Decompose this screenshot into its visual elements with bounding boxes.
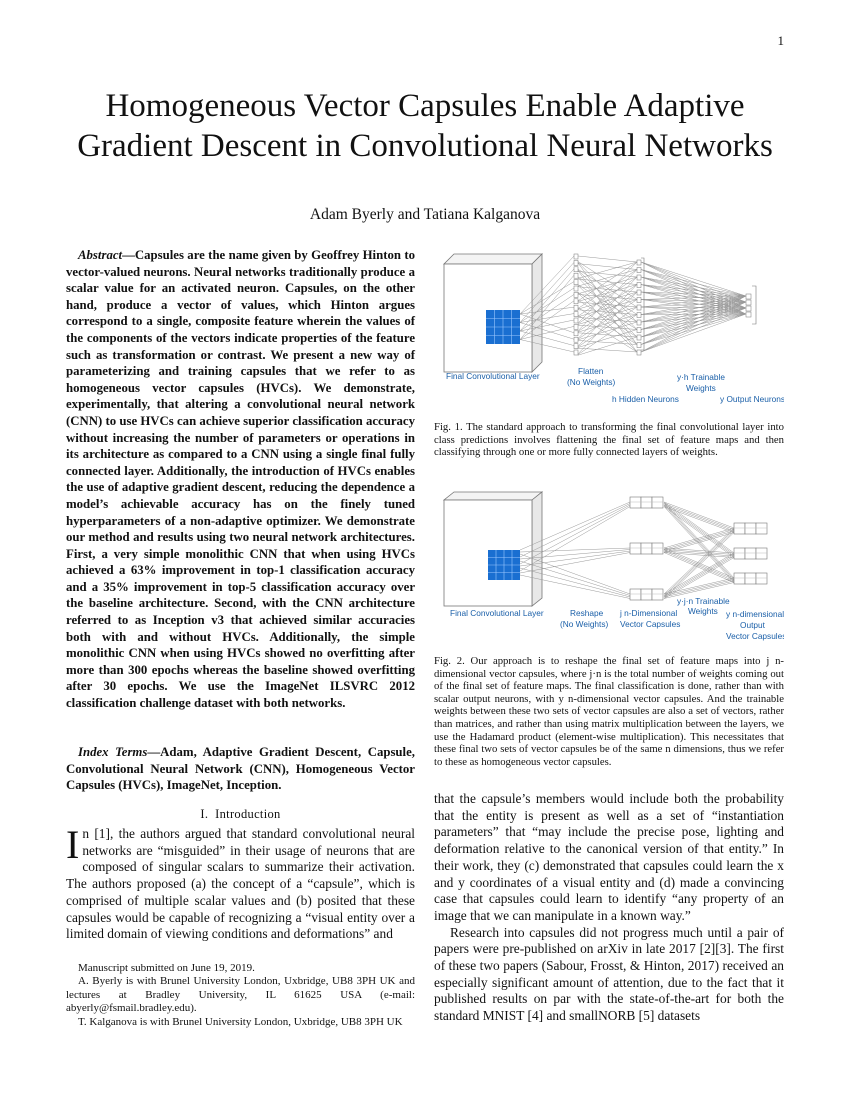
figure-2-caption: Fig. 2. Our approach is to reshape the final set of feature maps into j n-dimensional vector capsules, where j·n is the total number of weights coming out of the final set of feature maps. The final classification is done, rather than with scalar output neurons, with y n-dimensional vector capsules. And the trainable weights between these two sets of vector capsules are also a set of vectors, rather than matrices, and rather than using matrix multiplication between the layers, we use the Hadamard product (element-wise multiplication). This necessitates that these final two sets of vector capsules be of the same n dimensions, thus we refer to these as homogeneous vector capsules. xyxy=(434,655,784,768)
footnotes xyxy=(66,962,415,1029)
fig1-label-flatten: Flatten xyxy=(578,366,604,376)
flatten-neuron xyxy=(574,344,578,349)
fig2-label-ycaps1: y n-dimensional xyxy=(726,609,784,619)
y-output-capsule xyxy=(745,523,756,534)
footnote: T. Kalganova is with Brunel University London, Uxbridge, UB8 3PH UK xyxy=(78,1015,403,1028)
j-vector-capsule xyxy=(630,497,641,508)
fig1-label-conv: Final Convolutional Layer xyxy=(446,371,540,381)
hidden-neuron xyxy=(637,350,641,355)
y-output-capsule xyxy=(756,548,767,559)
intro-paragraph xyxy=(66,822,415,943)
drop-cap: I xyxy=(66,822,80,867)
j-vector-capsule xyxy=(630,589,641,600)
flatten-neuron xyxy=(574,337,578,342)
index-terms: Index Terms—Adam, Adaptive Gradient Descent, Capsule, Convolutional Neural Network (CNN), Homogeneous Vector Capsules (HVCs), ImageNet, Inception. xyxy=(66,745,415,793)
fig2-label-noweights: (No Weights) xyxy=(560,619,609,629)
j-vector-capsule xyxy=(652,543,663,554)
fig2-label-jcaps2: Vector Capsules xyxy=(620,619,681,629)
connection-lines xyxy=(520,256,746,355)
hidden-neuron xyxy=(637,290,641,295)
hidden-neuron xyxy=(637,328,641,333)
flatten-neuron xyxy=(574,318,578,323)
footnote: A. Byerly is with Brunel University London, Uxbridge, UB8 3PH UK and lectures at Bradley University, IL 61625 USA (e-mail: abyerly@fsmail.bradley.edu). xyxy=(66,975,415,1015)
hidden-neuron xyxy=(637,283,641,288)
fig1-label-output: y Output Neurons xyxy=(720,394,784,404)
fig2-label-weights1: y·j·n Trainable xyxy=(677,596,730,606)
paragraph: Research into capsules did not progress much until a pair of papers were pre-published on arXiv in late 2017 [2][3]. The first of these two papers (Sabour, Frosst, & Hinton, 2017) received an especially significant amount of attention, due to the fact that it published results on par with the state-of-the-art for both the standard MNIST [4] and smallNORB [5] datasets xyxy=(434,924,784,1024)
fig2-label-reshape: Reshape xyxy=(570,608,604,618)
fig2-label-ycaps2: Output xyxy=(740,620,765,630)
footnote: Manuscript submitted on June 19, 2019. xyxy=(78,962,255,974)
hidden-neuron xyxy=(637,275,641,280)
figure-1 xyxy=(434,244,784,414)
abstract-label: Abstract xyxy=(78,248,123,262)
hidden-neuron xyxy=(637,268,641,273)
fig1-label-noweights: (No Weights) xyxy=(567,377,616,387)
hidden-neuron xyxy=(637,320,641,325)
hidden-neuron xyxy=(637,335,641,340)
flatten-neuron xyxy=(574,254,578,259)
hidden-neuron xyxy=(637,298,641,303)
y-output-capsule xyxy=(756,523,767,534)
section-title: Introduction xyxy=(215,807,281,821)
y-output-capsule xyxy=(756,573,767,584)
output-neuron xyxy=(746,306,751,311)
fig2-label-ycaps3: Vector Capsules xyxy=(726,631,784,641)
j-vector-capsule xyxy=(652,589,663,600)
fig2-label-jcaps1: j n-Dimensional xyxy=(620,608,678,618)
flatten-neuron xyxy=(574,331,578,336)
connection-lines xyxy=(520,502,734,599)
figure-1-caption: Fig. 1. The standard approach to transforming the final convolutional layer into class predictions involves flattening the final set of feature maps and then classifying through one or more fully connected layers of weights. xyxy=(434,421,784,459)
flatten-neuron xyxy=(574,312,578,317)
intro-text: n [1], the authors argued that standard convolutional neural networks are “misguided” in their usage of neurons that are composed of singular scalars to summarize their activation. The authors proposed (a) the concept of a “capsule”, which is comprised of multiple scalar values and (b) posited that these capsules would be capable of recognizing a “visual entity over a limited domain of viewing conditions and deformations” and xyxy=(66,826,415,942)
section-numeral: I. xyxy=(200,807,209,821)
y-output-capsule xyxy=(734,523,745,534)
flatten-neuron xyxy=(574,260,578,265)
flatten-neuron xyxy=(574,273,578,278)
authors: Adam Byerly and Tatiana Kalganova xyxy=(309,206,541,223)
fig2-label-conv: Final Convolutional Layer xyxy=(450,608,544,618)
flatten-neuron xyxy=(574,324,578,329)
flatten-neuron xyxy=(574,350,578,355)
y-output-capsule xyxy=(745,548,756,559)
flatten-neuron xyxy=(574,286,578,291)
j-vector-capsule xyxy=(641,589,652,600)
flatten-neuron xyxy=(574,299,578,304)
right-column-text xyxy=(434,791,784,1025)
fig2-label-weights2: Weights xyxy=(688,606,718,616)
flatten-neuron xyxy=(574,267,578,272)
flatten-neuron xyxy=(574,280,578,285)
flatten-neuron xyxy=(574,292,578,297)
j-vector-capsule xyxy=(641,543,652,554)
j-vector-capsule xyxy=(652,497,663,508)
section-heading xyxy=(66,806,415,823)
y-output-capsule xyxy=(745,573,756,584)
output-neuron xyxy=(746,300,751,305)
abstract: Abstract—Capsules are the name given by Geoffrey Hinton to vector-valued neurons. Neural networks traditionally produce a scalar value for an activated neuron. Capsules, on the other hand, produce a vector of values, which Hinton argues correspond to a single, composite feature wherein the values of the components of the vectors indicate properties of the feature such as transformation or contrast. We present a new way of parameterizing and training capsules that we refer to as homogeneous vector capsules (HVCs). We demonstrate, experimentally, that altering a convolutional neural network (CNN) to use HVCs can achieve superior classification accuracy without increasing the number of parameters or operations in its architecture as compared to a CNN using a single final fully connected layer. Additionally, the introduction of HVCs enables the use of adaptive gradient descent, reducing the dependence a model’s achievable accuracy has on the finely tuned hyperparameters of a non-adaptive optimizer. We demonstrate our method and results using two neural network architectures. First, a very simple monolithic CNN that when using HVCs achieved a 63% improvement in top-1 classification accuracy and a 35% improvement in top-5 classification accuracy over the baseline architecture. Second, with the CNN architecture referred to as Inception v3 that achieved similar accuracies both with and without HVCs. Additionally, the simple monolithic CNN when using HVCs showed no overfitting after more than 300 epochs whereas the baseline showed overfitting after 30 epochs. We use the ImageNet ILSVRC 2012 classification challenge dataset with both networks. xyxy=(66,248,415,711)
conv-layer-block-2 xyxy=(444,492,542,606)
hidden-neuron xyxy=(637,343,641,348)
figure-2 xyxy=(434,488,784,648)
feature-grid xyxy=(488,550,520,580)
output-neuron xyxy=(746,294,751,299)
output-neuron xyxy=(746,312,751,317)
fig1-label-weights1: y·h Trainable xyxy=(677,372,725,382)
fig1-label-hidden: h Hidden Neurons xyxy=(612,394,679,404)
y-output-capsule xyxy=(734,573,745,584)
feature-grid xyxy=(486,310,520,344)
paragraph: that the capsule’s members would include both the probability that the entity is present as well as a set of “instantiation parameters” that “may include the precise pose, lighting and deformation relative to the canonical version of that entity.” In their work, they (c) demonstrated that capsules could learn the x and y coordinates of a visual entity and (d) made a convincing case that capsules could learn to identify “any property of an image that we can manipulate in a known way.” xyxy=(434,791,784,923)
hidden-neuron xyxy=(637,260,641,265)
y-output-capsule xyxy=(734,548,745,559)
hidden-neuron xyxy=(637,305,641,310)
index-terms-text: Adam, Adaptive Gradient Descent, Capsule, Convolutional Neural Network (CNN), Homogeneous Vector Capsules (HVCs), ImageNet, Inception. xyxy=(66,745,415,793)
flatten-neuron xyxy=(574,305,578,310)
fig1-label-weights2: Weights xyxy=(686,383,716,393)
j-vector-capsule xyxy=(630,543,641,554)
j-vector-capsule xyxy=(641,497,652,508)
abstract-text: Capsules are the name given by Geoffrey Hinton to vector-valued neurons. Neural networks traditionally produce a scalar value for an activated neuron. Capsules, on the other hand, produce a vector of values, which Hinton argues correspond to a single, composite feature wherein the values of the components of the vectors indicate properties of the feature such as transformation or contrast. We present a new way of parameterizing and training capsules that we refer to as homogeneous vector capsules (HVCs). We demonstrate, experimentally, that altering a convolutional neural network (CNN) to use HVCs can achieve superior classification accuracy without increasing the number of parameters or operations in its architecture as compared to a CNN using a single final fully connected layer. Additionally, the introduction of HVCs enables the use of adaptive gradient descent, reducing the dependence a model’s achievable accuracy has on the finely tuned hyperparameters of a non-adaptive optimizer. We demonstrate our method and results using two neural network architectures. First, a very simple monolithic CNN that when using HVCs achieved a 63% improvement in top-1 classification accuracy and a 35% improvement in top-5 classification accuracy over the baseline architecture. Second, with the CNN architecture referred to as Inception v3 that achieved similar accuracies both with and without HVCs. Additionally, the simple monolithic CNN when using HVCs showed no overfitting after more than 300 epochs whereas the baseline showed overfitting after 30 epochs. We use the ImageNet ILSVRC 2012 classification challenge dataset with both networks. xyxy=(66,248,415,711)
index-terms-label: Index Terms xyxy=(78,745,148,759)
hidden-neuron xyxy=(637,313,641,318)
paper-title: Homogeneous Vector Capsules Enable Adaptive Gradient Descent in Convolutional Neural Networks xyxy=(77,88,773,164)
page-number: 1 xyxy=(777,33,784,48)
